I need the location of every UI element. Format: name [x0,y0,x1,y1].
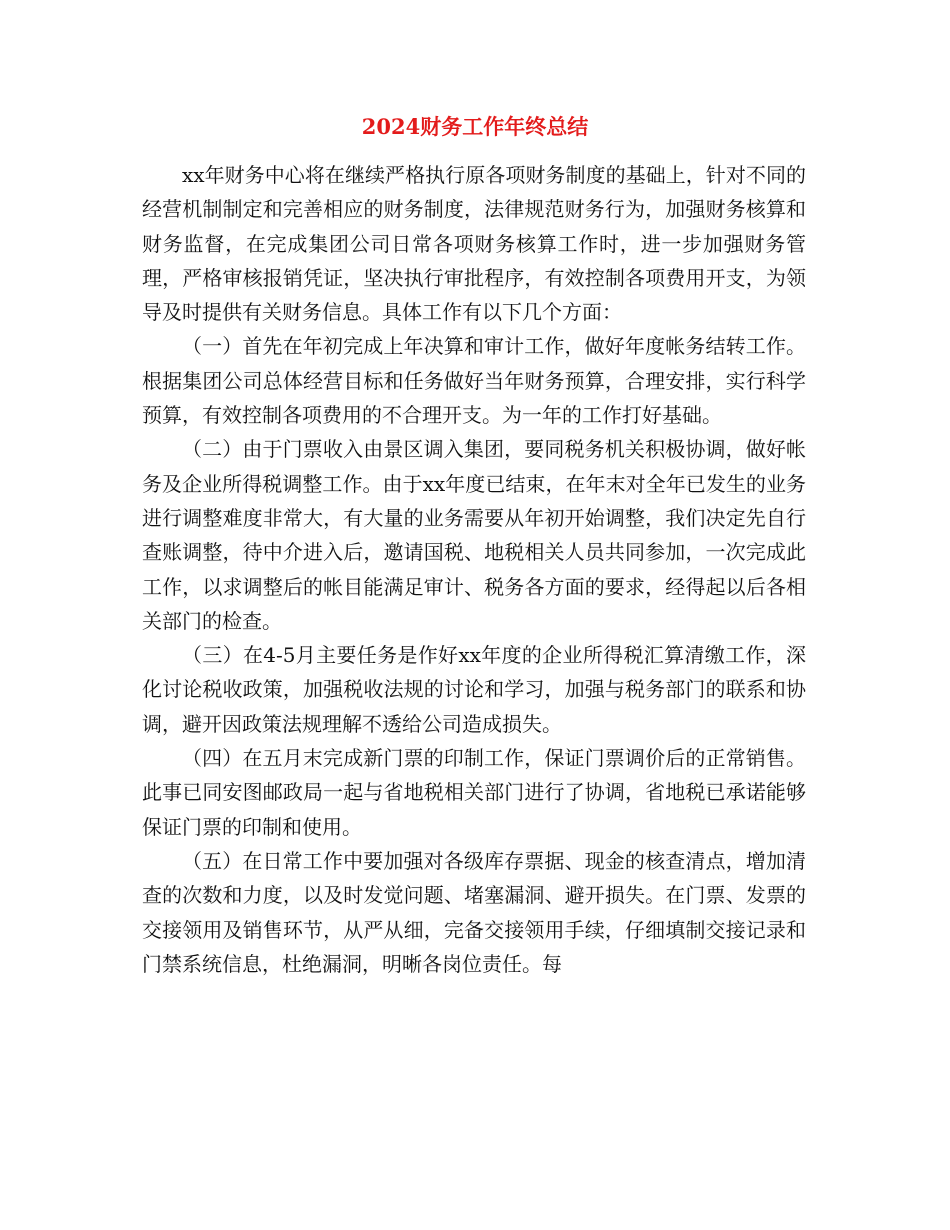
document-title: 2024财务工作年终总结 [361,114,589,139]
paragraph-item-2: （二）由于门票收入由景区调入集团，要同税务机关积极协调，做好帐务及企业所得税调整工作。由于xx年度已结束，在年末对全年已发生的业务进行调整难度非常大，有大量的业务需要从年初开始调整，我们决定先自行查账调整，待中介进入后，邀请国税、地税相关人员共同参加，一次完成此工作，以求调整后的帐目能满足审计、税务各方面的要求，经得起以后各相关部门的检查。 [142,437,806,633]
document-body [142,158,806,981]
paragraph-item-3: （三）在4-5月主要任务是作好xx年度的企业所得税汇算清缴工作，深化讨论税收政策，加强税收法规的讨论和学习，加强与税务部门的联系和协调，避开因政策法规理解不透给公司造成损失。 [142,643,806,736]
paragraph-intro: xx年财务中心将在继续严格执行原各项财务制度的基础上，针对不同的经营机制制定和完善相应的财务制度，法律规范财务行为，加强财务核算和财务监督，在完成集团公司日常各项财务核算工作时，进一步加强财务管理，严格审核报销凭证，坚决执行审批程序，有效控制各项费用开支，为领导及时提供有关财务信息。具体工作有以下几个方面： [142,163,806,325]
paragraph-item-1: （一）首先在年初完成上年决算和审计工作，做好年度帐务结转工作。根据集团公司总体经营目标和任务做好当年财务预算，合理安排，实行科学预算，有效控制各项费用的不合理开支。为一年的工作打好基础。 [142,334,806,428]
paragraph-item-4: （四）在五月末完成新门票的印制工作，保证门票调价后的正常销售。此事已同安图邮政局一起与省地税相关部门进行了协调，省地税已承诺能够保证门票的印制和使用。 [142,746,806,839]
paragraph-item-5: （五）在日常工作中要加强对各级库存票据、现金的核查清点，增加清查的次数和力度，以及时发觉问题、堵塞漏洞、避开损失。在门票、发票的交接领用及销售环节，从严从细，完备交接领用手续，仔细填制交接记录和门禁系统信息，杜绝漏洞，明晰各岗位责任。每 [142,848,806,976]
